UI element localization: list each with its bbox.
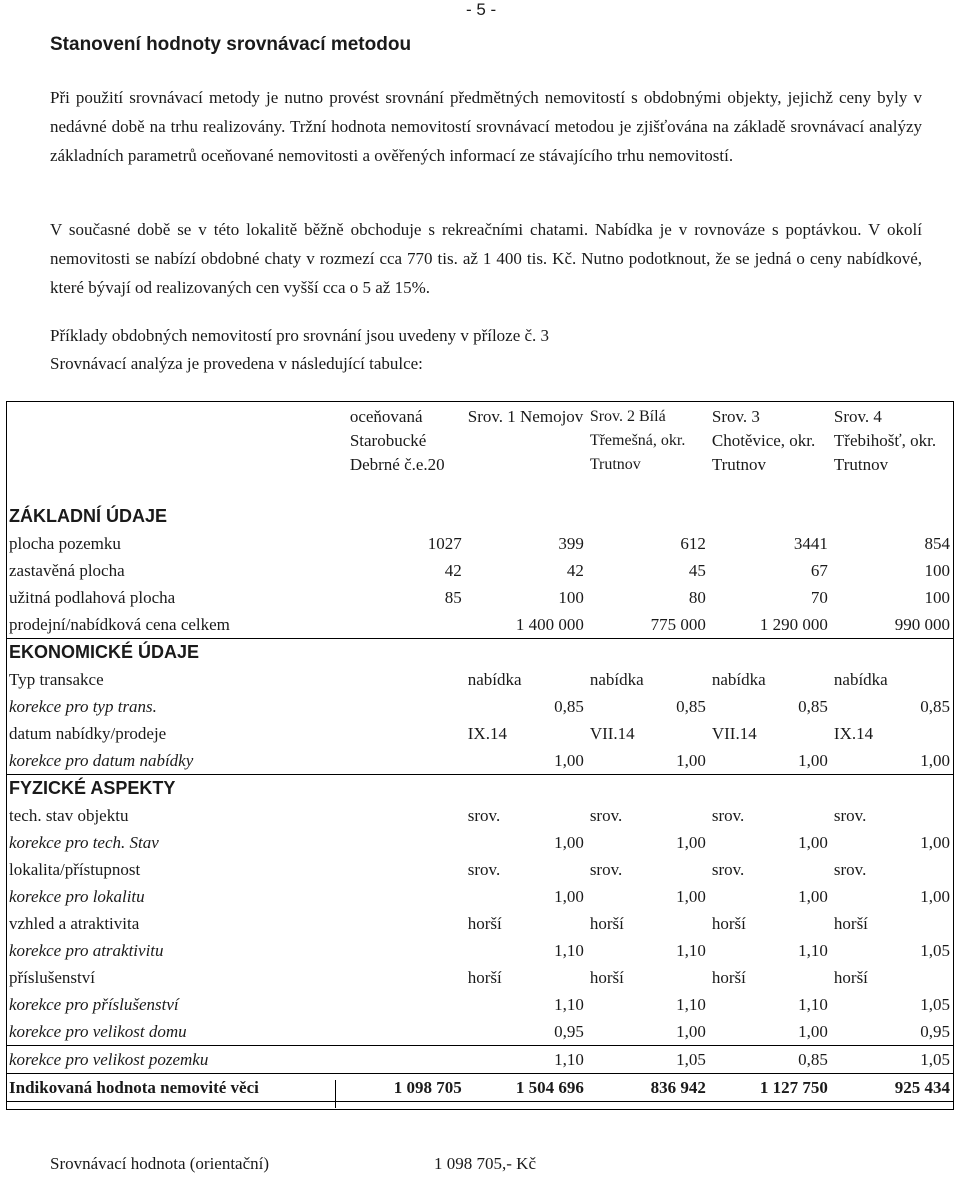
table-divider bbox=[335, 1080, 336, 1108]
table-row bbox=[6, 584, 953, 611]
cell: 0,85 bbox=[798, 1050, 828, 1069]
cell: 1,00 bbox=[920, 833, 950, 852]
row-label: vzhled a atraktivita bbox=[9, 914, 140, 933]
cell: srov. bbox=[833, 806, 867, 825]
row-label: zastavěná plocha bbox=[9, 561, 125, 580]
row-label: korekce pro atraktivitu bbox=[9, 941, 164, 960]
cell: 100 bbox=[924, 561, 950, 580]
cell: nabídka bbox=[711, 670, 766, 689]
comparison-value-label: Srovnávací hodnota (orientační) bbox=[50, 1154, 270, 1173]
intro-paragraph: Při použití srovnávací metody je nutno provést srovnání předmětných nemovitostí s obdobnými objekty, jejichž ceny byly v nedávné době na trhu realizovány. Tržní hodnota nemovitostí srovnávací metodou je zjišťována na základě srovnávací analýzy základních parametrů oceňované nemovitosti a ověřených informací ze stávajícího trhu nemovitostí. bbox=[50, 88, 922, 165]
cell bbox=[345, 1046, 465, 1074]
cell: 1,05 bbox=[676, 1050, 706, 1069]
table-row bbox=[6, 693, 953, 720]
row-label: tech. stav objektu bbox=[9, 806, 129, 825]
cell: 70 bbox=[810, 588, 828, 607]
table-row bbox=[6, 557, 953, 584]
row-label: korekce pro velikost domu bbox=[6, 1018, 345, 1046]
cell: 100 bbox=[558, 588, 584, 607]
cell bbox=[345, 747, 465, 775]
cell: 925 434 bbox=[831, 1074, 953, 1102]
cell: 1,05 bbox=[920, 941, 950, 960]
cell: VII.14 bbox=[711, 724, 757, 743]
table-row bbox=[6, 611, 953, 639]
cell: 1,00 bbox=[676, 751, 706, 770]
cell: 67 bbox=[810, 561, 828, 580]
cell: nabídka bbox=[589, 670, 644, 689]
row-label: korekce pro velikost pozemku bbox=[9, 1050, 209, 1069]
cell: 1,00 bbox=[798, 887, 828, 906]
cell: 1,00 bbox=[587, 1018, 709, 1046]
cell: 1,00 bbox=[920, 887, 950, 906]
cell: 1 504 696 bbox=[465, 1074, 587, 1102]
cell bbox=[345, 910, 465, 937]
cell: srov. bbox=[589, 860, 623, 879]
header-srov-2: Srov. 2 Bílá Třemešná, okr. Trutnov bbox=[589, 408, 686, 473]
cell: 42 bbox=[444, 561, 462, 580]
cell bbox=[345, 611, 465, 639]
comparison-value: 1 098 705,- Kč bbox=[434, 1154, 536, 1173]
cell: 612 bbox=[680, 534, 706, 553]
table-row bbox=[6, 802, 953, 829]
table-row bbox=[6, 937, 953, 964]
market-paragraph: V současné době se v této lokalitě běžně obchoduje s rekreačními chatami. Nabídka je v rovnováze s poptávkou. V okolí nemovitosti se nabízí obdobné chaty v rozmezí cca 770 tis. až 1 400 tis. Kč. Nutno podotknout, že se jedná o ceny nabídkové, které bývají od realizovaných cen vyšší cca o 5 až 15%. bbox=[50, 220, 922, 297]
cell: 1,10 bbox=[554, 995, 584, 1014]
cell: srov. bbox=[711, 806, 745, 825]
section-row bbox=[6, 639, 953, 667]
cell: 1,00 bbox=[676, 833, 706, 852]
cell: 45 bbox=[688, 561, 706, 580]
table-row bbox=[6, 530, 953, 557]
cell: 1 400 000 bbox=[515, 615, 584, 634]
cell: 0,85 bbox=[798, 697, 828, 716]
cell: horší bbox=[711, 914, 746, 933]
page-title: Stanovení hodnoty srovnávací metodou bbox=[50, 34, 412, 55]
cell: horší bbox=[589, 914, 624, 933]
cell: horší bbox=[467, 914, 502, 933]
table-row bbox=[6, 666, 953, 693]
table-row bbox=[6, 1046, 953, 1074]
comparison-table bbox=[6, 401, 953, 1102]
row-label: užitná podlahová plocha bbox=[9, 588, 176, 607]
cell: 775 000 bbox=[650, 615, 706, 634]
cell: VII.14 bbox=[589, 724, 635, 743]
row-label: korekce pro příslušenství bbox=[9, 995, 179, 1014]
table-row bbox=[6, 829, 953, 856]
table-row bbox=[6, 991, 953, 1018]
cell: 854 bbox=[924, 534, 950, 553]
cell: 1,10 bbox=[676, 941, 706, 960]
cell: horší bbox=[833, 914, 868, 933]
cell: 85 bbox=[444, 588, 462, 607]
page-number: - 5 - bbox=[466, 0, 497, 19]
cell: 836 942 bbox=[587, 1074, 709, 1102]
cell: 0,85 bbox=[554, 697, 584, 716]
header-srov-1: Srov. 1 Nemojov bbox=[467, 407, 584, 426]
section-physical: FYZICKÉ ASPEKTY bbox=[6, 775, 953, 803]
row-label: Indikovaná hodnota nemovité věci bbox=[6, 1074, 345, 1102]
cell: 1,00 bbox=[554, 751, 584, 770]
table-intro: Srovnávací analýza je provedena v následující tabulce: bbox=[50, 354, 423, 373]
cell: 1,10 bbox=[554, 941, 584, 960]
cell: 1027 bbox=[427, 534, 462, 553]
cell: 3441 bbox=[793, 534, 828, 553]
cell: 1,05 bbox=[920, 995, 950, 1014]
cell bbox=[345, 937, 465, 964]
cell bbox=[345, 693, 465, 720]
cell: 1,10 bbox=[554, 1050, 584, 1069]
row-label: plocha pozemku bbox=[9, 534, 121, 553]
header-srov-3: Srov. 3 Chotěvice, okr. Trutnov bbox=[711, 407, 816, 474]
cell: 1 098 705 bbox=[345, 1074, 465, 1102]
cell bbox=[345, 991, 465, 1018]
cell bbox=[345, 964, 465, 991]
appendix-note: Příklady obdobných nemovitostí pro srovnání jsou uvedeny v příloze č. 3 bbox=[50, 326, 550, 345]
table-row bbox=[6, 964, 953, 991]
table-row bbox=[6, 856, 953, 883]
cell: srov. bbox=[833, 860, 867, 879]
row-label: lokalita/přístupnost bbox=[9, 860, 141, 879]
cell bbox=[345, 829, 465, 856]
cell: 80 bbox=[688, 588, 706, 607]
cell: 0,85 bbox=[676, 697, 706, 716]
cell: 1,00 bbox=[920, 751, 950, 770]
cell: 1 127 750 bbox=[709, 1074, 831, 1102]
cell: horší bbox=[833, 968, 868, 987]
cell: 0,95 bbox=[465, 1018, 587, 1046]
header-subject: oceňovaná Starobucké Debrné č.e.20 bbox=[349, 407, 445, 474]
table-row bbox=[6, 720, 953, 747]
cell: srov. bbox=[467, 860, 501, 879]
cell: nabídka bbox=[467, 670, 522, 689]
cell: 1,00 bbox=[709, 1018, 831, 1046]
row-label: korekce pro datum nabídky bbox=[9, 751, 194, 770]
row-label: korekce pro typ trans. bbox=[9, 697, 157, 716]
cell bbox=[345, 856, 465, 883]
cell bbox=[345, 802, 465, 829]
table-total-row bbox=[6, 1074, 953, 1102]
cell: srov. bbox=[467, 806, 501, 825]
table-row bbox=[6, 883, 953, 910]
cell: 100 bbox=[924, 588, 950, 607]
cell: 1,00 bbox=[554, 833, 584, 852]
cell: 0,85 bbox=[920, 697, 950, 716]
header-srov-4: Srov. 4 Třebihošť, okr. Trutnov bbox=[833, 407, 937, 474]
section-row bbox=[6, 503, 953, 530]
cell: 42 bbox=[566, 561, 584, 580]
cell bbox=[345, 883, 465, 910]
cell: 1,00 bbox=[676, 887, 706, 906]
cell: 1 290 000 bbox=[759, 615, 828, 634]
cell: 1,00 bbox=[798, 751, 828, 770]
row-label: datum nabídky/prodeje bbox=[9, 724, 167, 743]
cell: nabídka bbox=[833, 670, 888, 689]
row-label: prodejní/nabídková cena celkem bbox=[9, 615, 230, 634]
row-label: korekce pro lokalitu bbox=[9, 887, 145, 906]
cell: 1,10 bbox=[798, 995, 828, 1014]
row-label: korekce pro tech. Stav bbox=[9, 833, 159, 852]
cell: horší bbox=[589, 968, 624, 987]
cell: 1,05 bbox=[920, 1050, 950, 1069]
row-label: Typ transakce bbox=[9, 670, 104, 689]
section-basic: ZÁKLADNÍ ÚDAJE bbox=[9, 506, 168, 526]
cell: 1,10 bbox=[798, 941, 828, 960]
cell: srov. bbox=[589, 806, 623, 825]
table-row bbox=[6, 1018, 953, 1046]
cell bbox=[345, 1018, 465, 1046]
cell: horší bbox=[711, 968, 746, 987]
cell bbox=[345, 666, 465, 693]
cell: horší bbox=[467, 968, 502, 987]
cell: IX.14 bbox=[833, 724, 874, 743]
section-economic: EKONOMICKÉ ÚDAJE bbox=[6, 639, 953, 667]
cell bbox=[345, 720, 465, 747]
cell: IX.14 bbox=[467, 724, 507, 743]
cell: 0,95 bbox=[831, 1018, 953, 1046]
table-header-row bbox=[6, 401, 953, 503]
cell: 1,10 bbox=[676, 995, 706, 1014]
table-row bbox=[6, 747, 953, 775]
cell: srov. bbox=[711, 860, 745, 879]
cell: 399 bbox=[558, 534, 584, 553]
row-label: příslušenství bbox=[9, 968, 95, 987]
section-row bbox=[6, 775, 953, 803]
cell: 1,00 bbox=[798, 833, 828, 852]
cell: 990 000 bbox=[894, 615, 950, 634]
table-row bbox=[6, 910, 953, 937]
cell: 1,00 bbox=[554, 887, 584, 906]
